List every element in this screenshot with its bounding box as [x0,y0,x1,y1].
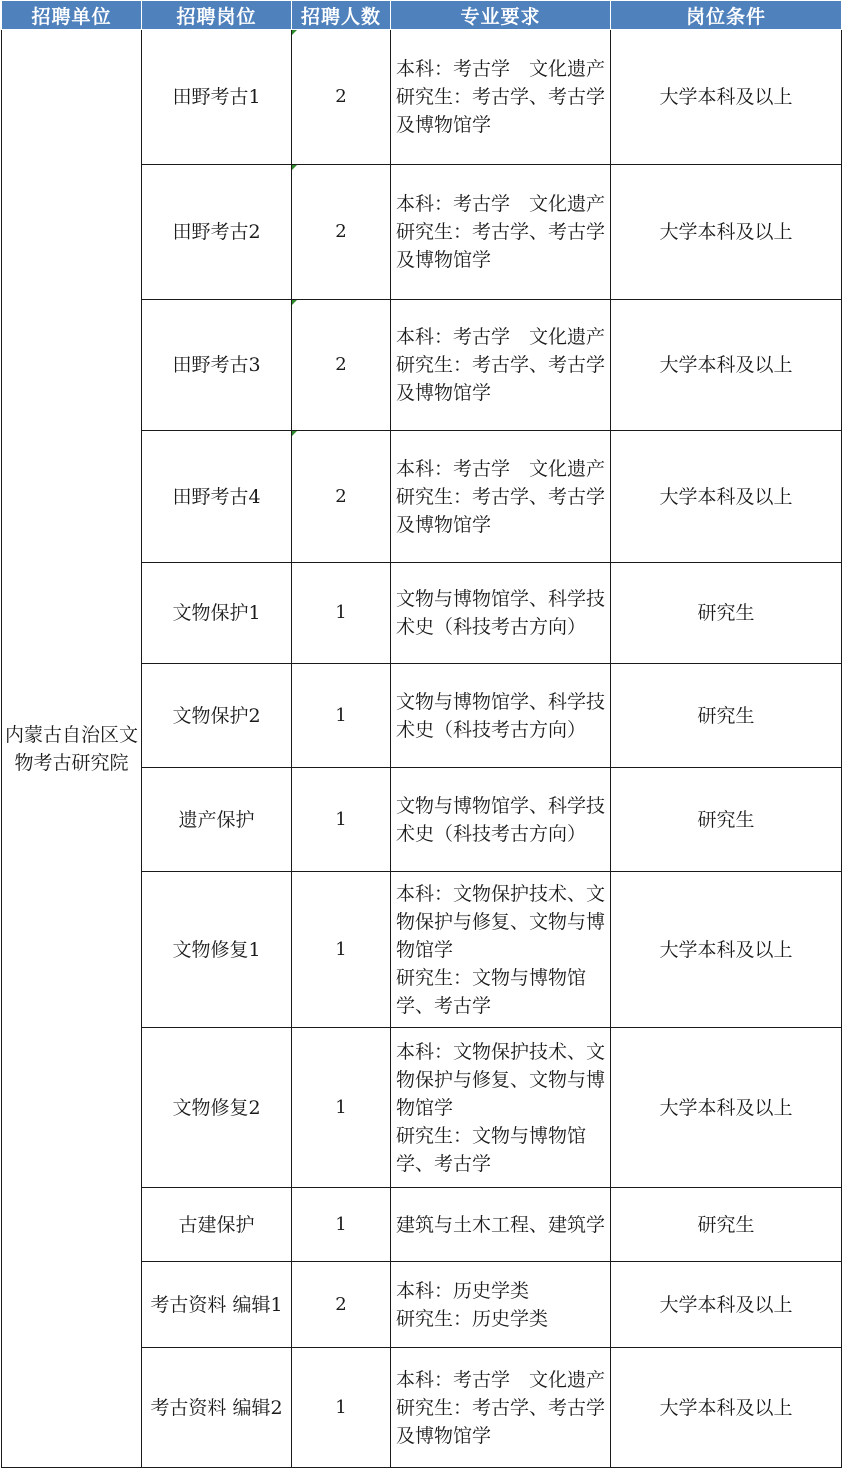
major-line: 研究生：文物与博物馆学、考古学 [396,1124,587,1175]
condition-cell: 大学本科及以上 [611,1348,842,1468]
post-cell: 文物保护1 [142,563,292,664]
major-cell [391,30,611,165]
major-line: 本科：考古学 文化遗产 [396,1368,606,1391]
recruitment-table [1,0,842,1468]
condition-cell: 研究生 [611,768,842,872]
post-cell: 田野考古4 [142,431,292,563]
post-cell: 古建保护 [142,1188,292,1262]
count-cell: 1 [292,664,391,768]
major-cell [391,664,611,768]
major-cell [391,563,611,664]
count-cell: 1 [292,1188,391,1262]
major-line: 研究生：历史学类 [396,1307,549,1330]
major-line: 研究生：文物与博物馆学、考古学 [396,966,587,1017]
condition-cell: 大学本科及以上 [611,872,842,1028]
condition-cell: 大学本科及以上 [611,431,842,563]
condition-cell: 大学本科及以上 [611,1028,842,1188]
post-cell: 田野考古3 [142,300,292,431]
condition-cell: 大学本科及以上 [611,165,842,300]
major-cell [391,1028,611,1188]
major-line: 研究生：考古学、考古学及博物馆学 [396,221,606,271]
major-cell [391,300,611,431]
post-cell: 田野考古1 [142,30,292,165]
count-cell: 2 [292,431,391,563]
major-cell [391,1348,611,1468]
post-cell: 田野考古2 [142,165,292,300]
major-cell [391,165,611,300]
condition-cell: 大学本科及以上 [611,30,842,165]
major-line: 研究生：考古学、考古学及博物馆学 [396,1396,606,1447]
count-cell: 1 [292,1348,391,1468]
major-line: 建筑与土木工程、建筑学 [396,1213,606,1236]
major-line: 本科：文物保护技术、文物保护与修复、文物与博物馆学 [396,1040,606,1119]
table-body [2,30,842,1468]
header-post: 招聘岗位 [142,1,292,30]
major-line: 研究生：考古学、考古学及博物馆学 [396,86,606,136]
count-cell: 2 [292,1262,391,1348]
table-row [2,30,842,165]
post-cell: 考古资料 编辑1 [142,1262,292,1348]
major-line: 本科：文物保护技术、文物保护与修复、文物与博物馆学 [396,882,606,961]
condition-cell: 大学本科及以上 [611,300,842,431]
count-cell: 2 [292,30,391,165]
major-line: 研究生：考古学、考古学及博物馆学 [396,354,606,404]
post-cell: 考古资料 编辑2 [142,1348,292,1468]
count-cell: 2 [292,165,391,300]
major-line: 本科：考古学 文化遗产 [396,457,606,480]
major-cell [391,431,611,563]
major-cell [391,768,611,872]
count-cell: 1 [292,872,391,1028]
header-row [2,1,842,30]
major-cell [391,872,611,1028]
major-line: 本科：考古学 文化遗产 [396,193,606,215]
post-cell: 遗产保护 [142,768,292,872]
condition-cell: 研究生 [611,664,842,768]
major-cell [391,1188,611,1262]
condition-cell: 研究生 [611,1188,842,1262]
count-cell: 1 [292,563,391,664]
count-cell: 1 [292,1028,391,1188]
major-line: 文物与博物馆学、科学技术史（科技考古方向） [396,588,606,638]
post-cell: 文物修复1 [142,872,292,1028]
major-line: 本科：历史学类 [396,1279,530,1302]
major-line: 本科：考古学 文化遗产 [396,326,606,348]
count-cell: 1 [292,768,391,872]
major-cell [391,1262,611,1348]
major-line: 文物与博物馆学、科学技术史（科技考古方向） [396,690,606,741]
major-line: 本科：考古学 文化遗产 [396,58,606,80]
post-cell: 文物保护2 [142,664,292,768]
header-unit: 招聘单位 [2,1,142,30]
header-major: 专业要求 [391,1,611,30]
post-cell: 文物修复2 [142,1028,292,1188]
header-count: 招聘人数 [292,1,391,30]
condition-cell: 大学本科及以上 [611,1262,842,1348]
major-line: 研究生：考古学、考古学及博物馆学 [396,485,606,536]
header-condition: 岗位条件 [611,1,842,30]
count-cell: 2 [292,300,391,431]
major-line: 文物与博物馆学、科学技术史（科技考古方向） [396,794,606,845]
condition-cell: 研究生 [611,563,842,664]
recruiting-unit-cell: 内蒙古自治区文物考古研究院 [2,30,142,1468]
